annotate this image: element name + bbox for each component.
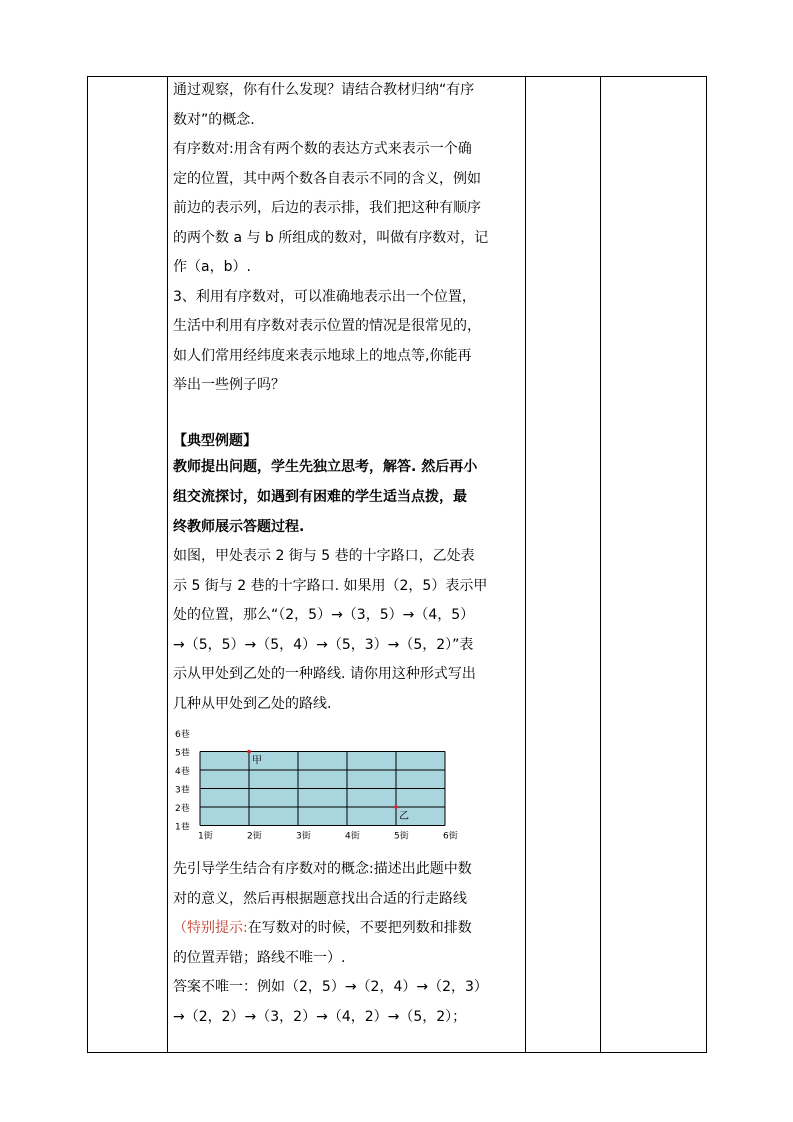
blank-line [173,401,523,431]
text-line: →（2，2）→（3，2）→（4，2）→（5，2）； [173,1008,467,1025]
table-border-bottom [87,1052,707,1053]
text-line: 终教师展示答题过程. [173,519,305,535]
text-line: 生活中利用有序数对表示位置的情况是很常见的， [173,318,481,334]
point-jia-marker [247,750,251,754]
text-line [173,914,523,944]
grid-col-label: 2街 [247,831,262,842]
text-line: 组交流探讨，如遇到有困难的学生适当点拨，最 [173,489,467,505]
table-border-right [706,76,707,1053]
grid-row-label: 6巷 [175,730,190,740]
text-line: 通过观察，你有什么发现？请结合教材归纳“有序 [173,82,475,98]
table-column-divider [167,76,168,1053]
text-line: 有序数对:用含有两个数的表达方式来表示一个确 [173,141,472,157]
text-line: 3、利用有序数对，可以准确地表示出一个位置， [173,288,476,305]
text-line: 作（a，b）. [173,259,251,275]
table-border-left [87,76,88,1053]
text-line: 处的位置，那么“（2，5）→（3，5）→（4，5） [173,607,475,623]
text-line: 前边的表示列，后边的表示排，我们把这种有顺序 [173,200,481,216]
text-line: 对的意义，然后再根据题意找出合适的行走路线 [173,890,467,907]
street-grid-figure [173,727,463,845]
grid-row-label: 3巷 [175,785,190,796]
point-yi-marker [394,805,398,809]
grid-row-label: 4巷 [175,767,190,777]
street-grid-svg [173,727,463,845]
table-column-divider [600,76,601,1053]
text-line: 的位置弄错；路线不唯一）. [173,949,346,966]
text-line: 举出一些例子吗？ [173,377,285,393]
tip-label: （特别提示: [173,920,248,936]
text-line: 数对”的概念. [173,111,255,128]
text-line: 先引导学生结合有序数对的概念:描述出此题中数 [173,861,472,877]
text-line: 定的位置，其中两个数各自表示不同的含义，例如 [173,170,481,187]
text-line: 教师提出问题，学生先独立思考，解答. 然后再小 [173,459,478,475]
grid-row-label: 1巷 [175,822,190,833]
tip-text: 在写数对的时候，不要把列数和排数 [247,920,472,936]
text-line: 如人们常用经纬度来表示地球上的地点等,你能再 [173,347,472,364]
grid-col-label: 4街 [345,831,360,842]
grid-row-label: 2巷 [175,804,190,814]
table-column-divider [525,76,526,1053]
text-line: 示 5 街与 2 巷的十字路口. 如果用（2，5）表示甲 [173,577,488,594]
grid-col-label: 1街 [198,831,213,842]
section-heading: 【典型例题】 [173,433,257,449]
lesson-content [173,76,523,1032]
grid-col-label: 3街 [296,831,311,842]
text-line: 如图，甲处表示 2 街与 5 巷的十字路口，乙处表 [173,548,475,564]
text-line: 的两个数 a 与 b 所组成的数对，叫做有序数对，记 [173,229,489,246]
text-line: →（5，5）→（5，4）→（5，3）→（5，2）”表 [173,636,474,653]
grid-col-label: 6街 [443,831,458,842]
grid-row-label: 5巷 [175,748,190,759]
point-yi-label: 乙 [399,811,409,822]
text-line: 几种从甲处到乙处的路线. [173,695,332,712]
text-line: 答案不唯一：例如（2，5）→（2，4）→（2，3） [173,979,488,995]
text-line: 示从甲处到乙处的一种路线. 请你用这种形式写出 [173,666,476,682]
point-jia-label: 甲 [252,755,262,767]
grid-col-label: 5街 [394,831,409,842]
